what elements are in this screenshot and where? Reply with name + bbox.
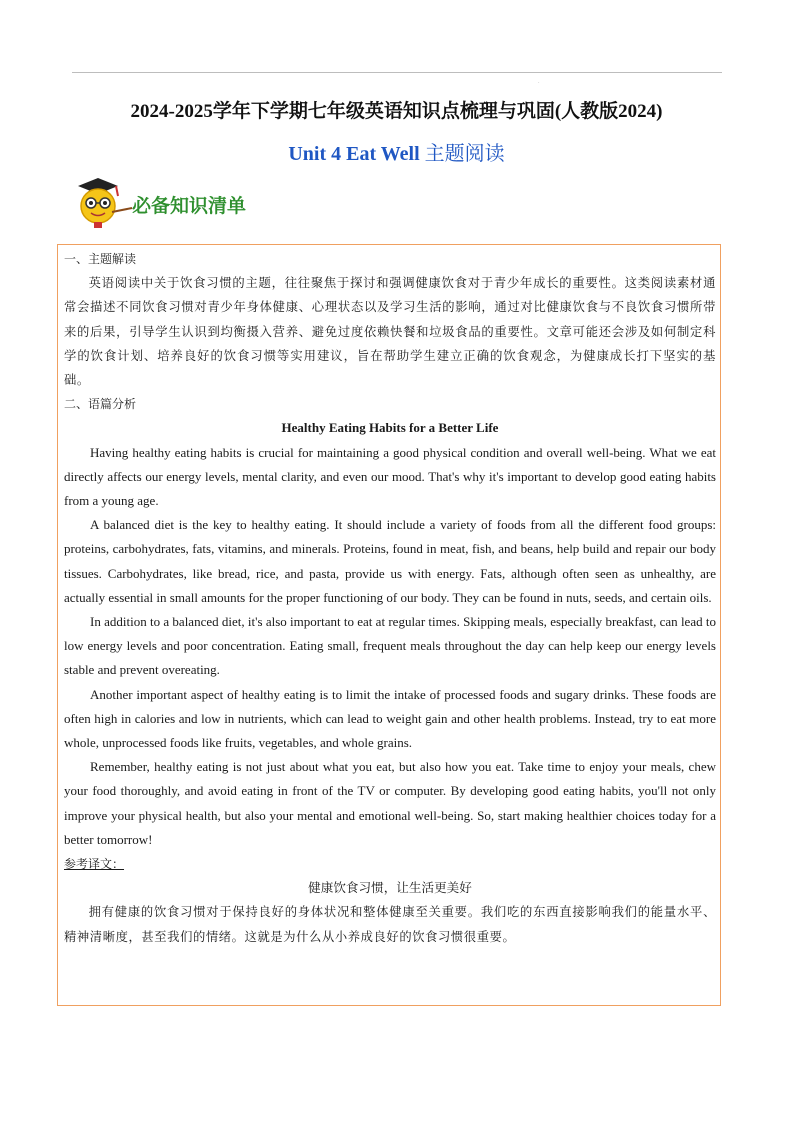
article-title: Healthy Eating Habits for a Better Life (281, 420, 499, 436)
section-label: 必备知识清单 (132, 195, 247, 217)
article-paragraph: Remember, healthy eating is not just about what you eat, but also how you eat. Take time to enjoy your meals, chew your food thoroughly, and avoid eating in front of the TV or computer. By developing good eating habits, you'll not only improve your physical health, but also your mental and emotional well-being. So, start making healthier choices today for a better tomorrow! (64, 759, 716, 847)
translation-label: 参考译文： (64, 857, 125, 872)
translation-title: 健康饮食习惯，让生活更美好 (308, 880, 472, 896)
part1-text: 英语阅读中关于饮食习惯的主题，往往聚焦于探讨和强调健康饮食对于青少年成长的重要性。这类阅读素材通常会描述不同饮食习惯对青少年身体健康、心理状态以及学习生活的影响，通过对比健康饮食与不良饮食习惯所带来的后果，引导学生认识到均衡摄入营养、避免过度依赖快餐和垃圾食品的重要性。文章可能还会涉及如何制定科学的饮食计划、培养良好的饮食习惯等实用建议，旨在帮助学生建立正确的饮食观念，为健康成长打下坚实的基础。 (64, 276, 716, 388)
scholar-mascot-icon (72, 176, 134, 232)
unit-title-cn: 主题阅读 (424, 143, 505, 165)
document-title: 2024-2025学年下学期七年级英语知识点梳理与巩固(人教版2024) (130, 101, 663, 122)
content-box (57, 244, 721, 1006)
section-header (72, 176, 372, 232)
page-mark: · (538, 80, 540, 86)
article-paragraph: A balanced diet is the key to healthy eating. It should include a variety of foods from all the different food groups: proteins, carbohydrates, fats, vitamins, and minerals. Proteins, found in meat, fish, and beans, help build and repair our body tissues. Carbohydrates, like bread, rice, and pasta, provide us with energy. Fats, although often seen as unhealthy, are actually essential in small amounts for the proper functioning of our body. They can be found in nuts, seeds, and certain oils. (64, 517, 716, 605)
part1-heading: 一、主题解读 (64, 252, 137, 266)
unit-title-en: Unit 4 Eat Well (288, 143, 420, 165)
content-body (64, 247, 716, 949)
translation-text: 拥有健康的饮食习惯对于保持良好的身体状况和整体健康至关重要。我们吃的东西直接影响我们的能量水平、精神清晰度，甚至我们的情绪。这就是为什么从小养成良好的饮食习惯很重要。 (64, 905, 716, 944)
article-paragraph: Having healthy eating habits is crucial for maintaining a good physical condition and overall well-being. What we eat directly affects our energy levels, mental clarity, and even our mood. That's why it's important to develop good eating habits from a young age. (64, 444, 716, 509)
article-paragraph: Another important aspect of healthy eating is to limit the intake of processed foods and sugary drinks. These foods are often high in calories and low in nutrients, which can lead to weight gain and other health problems. Instead, try to eat more whole, unprocessed foods like fruits, vegetables, and whole grains. (64, 686, 716, 751)
header-rule (72, 72, 722, 73)
part2-heading: 二、语篇分析 (64, 397, 137, 412)
unit-title (0, 137, 793, 166)
article-paragraph: In addition to a balanced diet, it's also important to eat at regular times. Skipping meals, especially breakfast, can lead to low energy levels and poor concentration. Eating small, frequent meals throughout the day can help keep our energy levels stable and prevent overeating. (64, 614, 716, 678)
